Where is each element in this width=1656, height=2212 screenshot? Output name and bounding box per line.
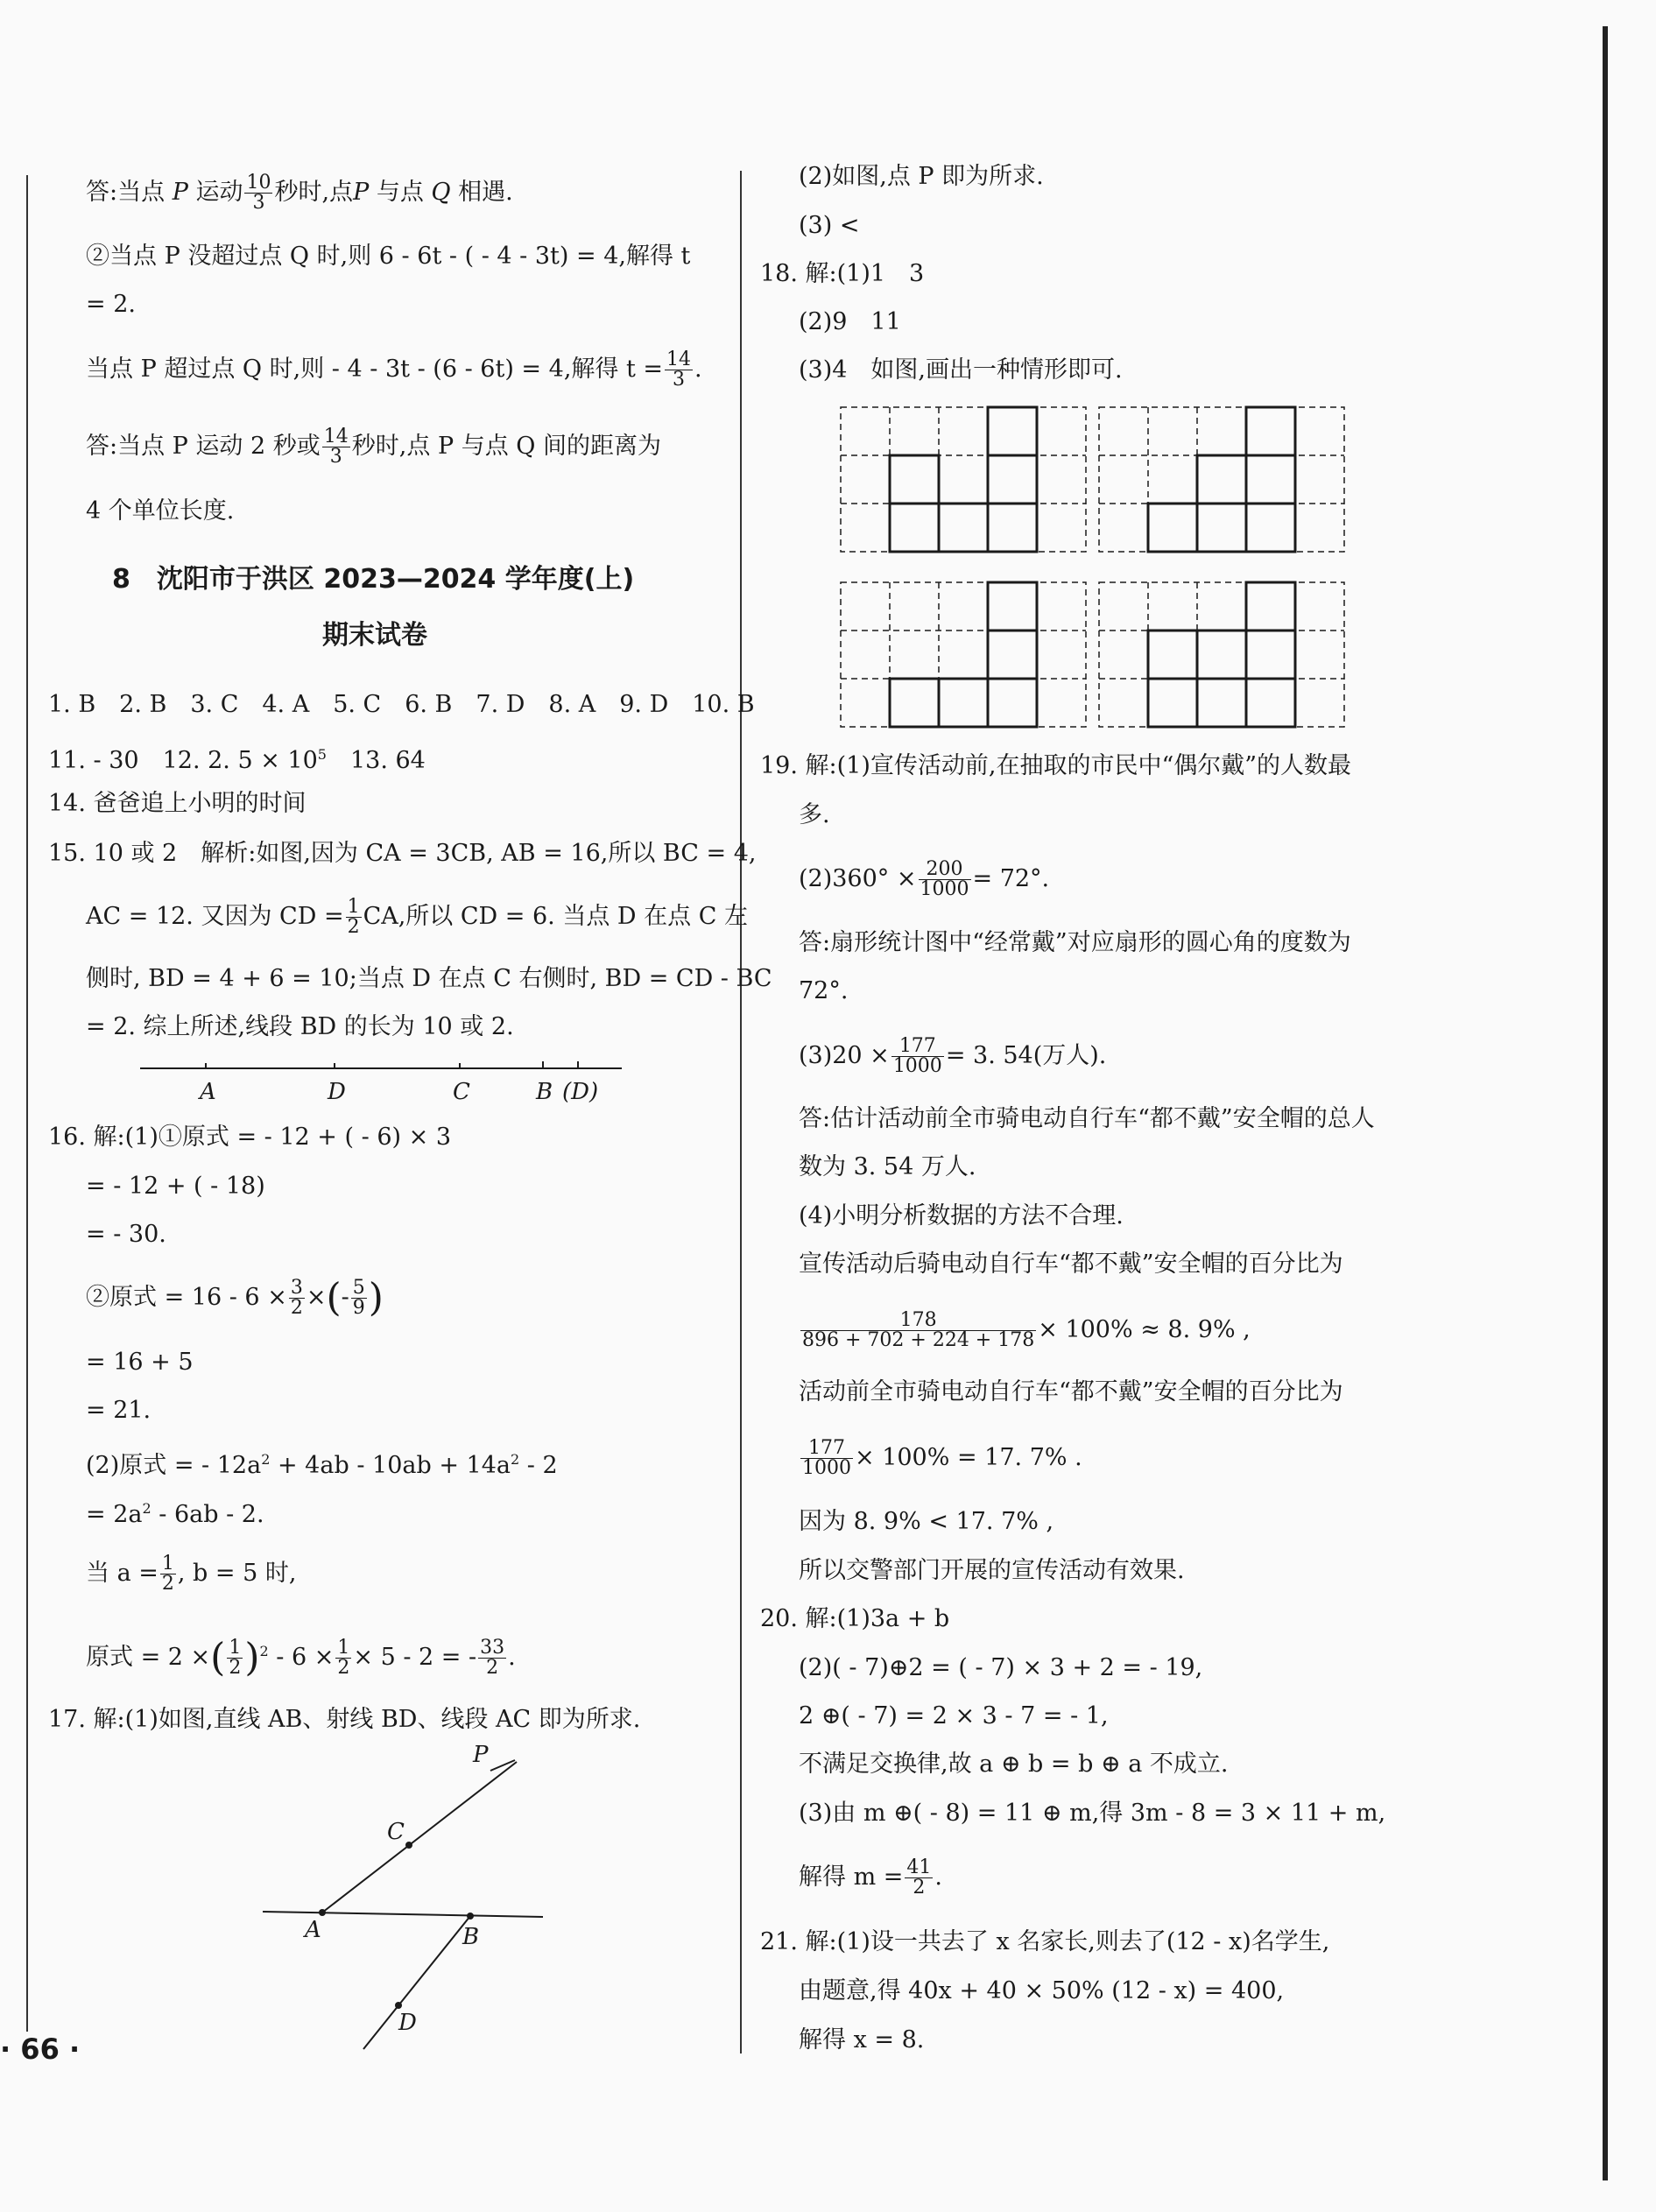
grid-4 <box>1099 582 1344 727</box>
text-line: = 2. <box>86 291 136 318</box>
point-D <box>395 2002 402 2009</box>
text-line: 19. 解:(1)宣传活动前,在抽取的市民中“偶尔戴”的人数最 <box>760 752 1352 779</box>
text-line: 17. 解:(1)如图,直线 AB、射线 BD、线段 AC 即为所求. <box>48 1706 641 1733</box>
column-divider <box>740 171 742 2053</box>
point-B <box>467 1913 474 1920</box>
geometry-figure <box>254 1743 552 2058</box>
label-A: A <box>305 1917 321 1943</box>
text-line: 由题意,得 40x + 40 × 50% (12 - x) = 400, <box>799 1977 1285 2004</box>
answer-line: 答:当点 P 运动 $\frac{10}{3}$ 秒时,点P 与点 Q 相遇. <box>86 172 513 214</box>
text-line: 18. 解:(1)1 3 <box>760 260 925 287</box>
text-line: 72°. <box>799 977 849 1004</box>
grid-2 <box>1099 407 1344 552</box>
section-subtitle: 期末试卷 <box>322 620 427 651</box>
text-line: 多. <box>799 801 830 828</box>
grid-figures <box>836 403 1362 771</box>
text-line: = - 30. <box>86 1221 166 1248</box>
text-line: (3)4 如图,画出一种情形即可. <box>799 356 1123 384</box>
text-line: $\frac{177}{1000}$ × 100% = 17. 7% . <box>802 1437 1082 1479</box>
left-margin-rule <box>26 175 28 2032</box>
text-line: (3)20 × $\frac{177}{1000}$ = 3. 54(万人). <box>799 1035 1107 1077</box>
text-line: = 16 + 5 <box>86 1349 194 1376</box>
text-line: 20. 解:(1)3a + b <box>760 1605 950 1632</box>
grid-3 <box>841 582 1086 727</box>
label-D: D <box>398 2010 417 2036</box>
text-line: (2)如图,点 P 即为所求. <box>799 163 1044 190</box>
text-line: 宣传活动后骑电动自行车“都不戴”安全帽的百分比为 <box>799 1250 1343 1278</box>
text-line: 原式 = 2 ×( $\frac{1}{2}$ )$^2$ - 6 × $\frac{1}{2}$ × 5 - 2 = - $\frac{33}{2}$ . <box>86 1635 516 1680</box>
text-line: ②原式 = 16 - 6 × $\frac{3}{2}$ ×(- $\frac{5}{9}$ ) <box>86 1275 384 1321</box>
text-line: 不满足交换律,故 a ⊕ b = b ⊕ a 不成立. <box>799 1751 1229 1778</box>
text-line: = 21. <box>86 1397 152 1424</box>
text-line: 当 a = $\frac{1}{2}$ , b = 5 时, <box>86 1553 297 1595</box>
text-line: ②当点 P 没超过点 Q 时,则 6 - 6t - ( - 4 - 3t) = 4,解得 t <box>86 243 691 270</box>
segment-AC <box>322 1762 517 1913</box>
label-C: C <box>453 1079 470 1105</box>
point-A <box>319 1909 326 1916</box>
text-line: (2)360° × $\frac{200}{1000}$ = 72°. <box>799 858 1050 900</box>
grid-1 <box>841 407 1086 552</box>
point-C <box>405 1842 412 1849</box>
fraction: $\frac{10}{3}$ <box>246 172 271 214</box>
text-line: 15. 10 或 2 解析:如图,因为 CA = 3CB, AB = 16,所以 BC = 4, <box>48 840 757 867</box>
text-line: = - 12 + ( - 18) <box>86 1173 265 1200</box>
number-line-figure <box>131 1051 631 1112</box>
text-line: 答:扇形统计图中“经常戴”对应扇形的圆心角的度数为 <box>799 929 1351 956</box>
text-line: 当点 P 超过点 Q 时,则 - 4 - 3t - (6 - 6t) = 4,解得 t = $\frac{14}{3}$ . <box>86 349 702 391</box>
label-D: D <box>328 1079 346 1105</box>
section-title: 8 沈阳市于洪区 2023—2024 学年度(上) <box>112 564 635 595</box>
label-D-prime: (D) <box>562 1079 599 1105</box>
text-line: = $2a^2 - 6ab - 2$. <box>86 1500 264 1528</box>
text-line: AC = 12. 又因为 CD = $\frac{1}{2}$ CA,所以 CD = 6. 当点 D 在点 C 左 <box>86 896 748 938</box>
text-line: 因为 8. 9% < 17. 7% , <box>799 1508 1054 1535</box>
text-line: (3)由 m ⊕( - 8) = 11 ⊕ m,得 3m - 8 = 3 × 11 + m, <box>799 1800 1386 1827</box>
text-line: 侧时, BD = 4 + 6 = 10;当点 D 在点 C 右侧时, BD = CD - BC <box>86 965 772 992</box>
text-line: 2 ⊕( - 7) = 2 × 3 - 7 = - 1, <box>799 1702 1109 1729</box>
ray-BD <box>363 1916 470 2049</box>
label-C: C <box>387 1819 405 1845</box>
text-line: $\frac{178}{896 + 702 + 224 + 178}$ × 100% ≈ 8. 9% , <box>802 1309 1251 1351</box>
answer-key-line: 14. 爸爸追上小明的时间 <box>48 790 307 817</box>
answer-key-line: 1. B 2. B 3. C 4. A 5. C 6. B 7. D 8. A 9. D 10. B <box>48 691 755 718</box>
text-line: (2)原式 = - $12a^2 + 4ab - 10ab + 14a^2 - 2$ <box>86 1451 558 1479</box>
label-A: A <box>200 1079 216 1105</box>
label-B: B <box>462 1924 480 1950</box>
text-line: 活动前全市骑电动自行车“都不戴”安全帽的百分比为 <box>799 1378 1343 1405</box>
label-B: B <box>536 1079 553 1105</box>
text-line: 数为 3. 54 万人. <box>799 1153 976 1180</box>
answer-key-line: 11. - 30 12. 2. $5 \times 10^5$ 13. 64 <box>48 746 426 774</box>
binding-edge <box>1603 26 1608 2180</box>
text-line: 答:当点 P 运动 2 秒或 $\frac{14}{3}$ 秒时,点 P 与点 Q 间的距离为 <box>86 426 661 468</box>
text-line: 16. 解:(1)①原式 = - 12 + ( - 6) × 3 <box>48 1124 452 1151</box>
text-line: 4 个单位长度. <box>86 497 235 525</box>
page-number: · 66 · <box>0 2032 81 2066</box>
text-line: 答:估计活动前全市骑电动自行车“都不戴”安全帽的总人 <box>799 1105 1375 1132</box>
text-line: 解得 x = 8. <box>799 2026 925 2053</box>
text-line: (2)( - 7)⊕2 = ( - 7) × 3 + 2 = - 19, <box>799 1654 1203 1681</box>
text-line: = 2. 综上所述,线段 BD 的长为 10 或 2. <box>86 1013 514 1040</box>
text-line: (4)小明分析数据的方法不合理. <box>799 1202 1124 1229</box>
label-P: P <box>473 1743 489 1768</box>
text-line: 所以交警部门开展的宣传活动有效果. <box>799 1557 1185 1584</box>
text-line: 解得 m = $\frac{41}{2}$ . <box>799 1856 942 1899</box>
text-line: (2)9 11 <box>799 308 901 335</box>
text-line: 21. 解:(1)设一共去了 x 名家长,则去了(12 - x)名学生, <box>760 1928 1330 1955</box>
text-line: (3) < <box>799 212 860 239</box>
